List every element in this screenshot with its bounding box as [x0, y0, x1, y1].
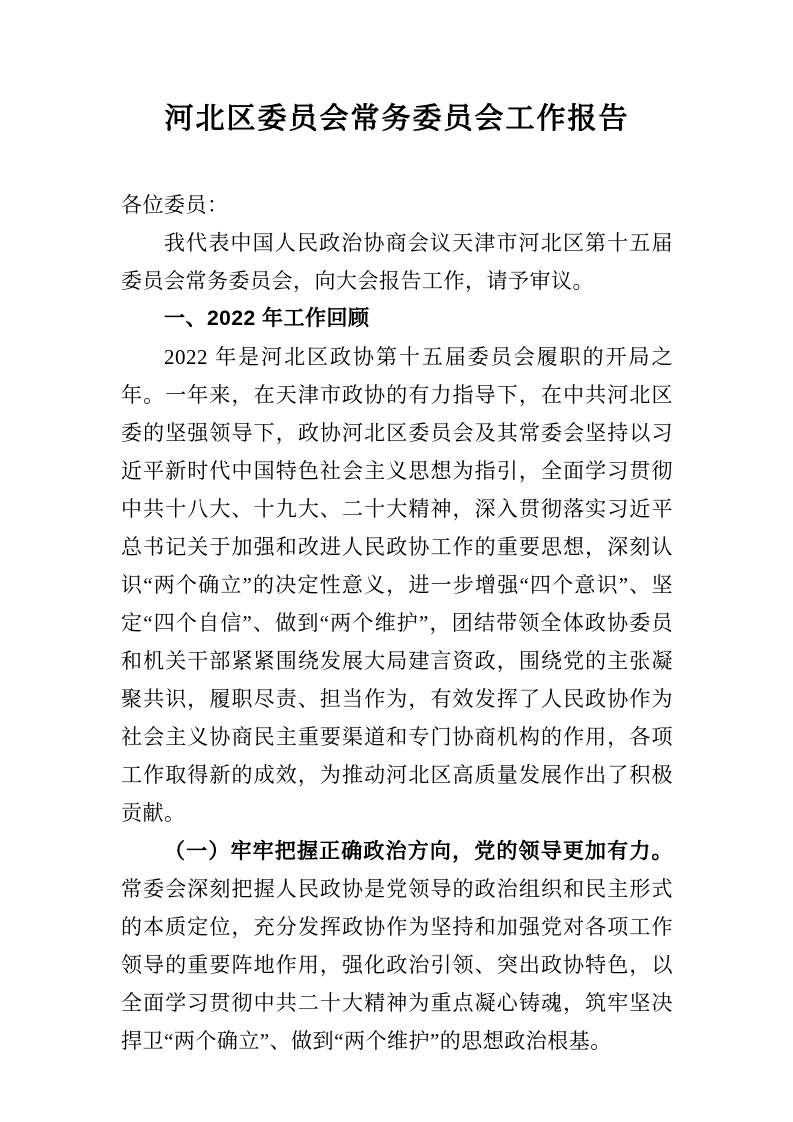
- paragraph-2022-overview: 2022 年是河北区政协第十五届委员会履职的开局之年。一年来，在天津市政协的有力指导下，在中共河北区委的坚强领导下，政协河北区委员会及其常委会坚持以习近平新时代中国特色社会主义思想为指引，全面学习贯彻中共十八大、十九大、二十大精神，深入贯彻落实习近平总书记关于加强和改进人民政协工作的重要思想，深刻认识“两个确立”的决定性意义，进一步增强“四个意识”、坚定“四个自信”、做到“两个维护”，团结带领全体政协委员和机关干部紧紧围绕发展大局建言资政，围绕党的主张凝聚共识，履职尽责、担当作为，有效发挥了人民政协作为社会主义协商民主重要渠道和专门协商机构的作用，各项工作取得新的成效，为推动河北区高质量发展作出了积极贡献。: [121, 345, 673, 825]
- paragraph-subsection-1: [121, 832, 673, 1060]
- subsection-1-lead: （一）牢牢把握正确政治方向，党的领导更加有力。: [164, 839, 673, 863]
- document-title: 河北区委员会常务委员会工作报告: [164, 103, 630, 135]
- section-heading-2022-review: 一、2022 年工作回顾: [164, 307, 370, 330]
- paragraph-intro: 我代表中国人民政治协商会议天津市河北区第十五届委员会常务委员会，向大会报告工作，请予审议。: [121, 231, 673, 293]
- salutation: 各位委员：: [121, 193, 229, 217]
- subsection-1-text: 常委会深刻把握人民政协是党领导的政治组织和民主形式的本质定位，充分发挥政协作为坚持和加强党对各项工作领导的重要阵地作用，强化政治引领、突出政协特色，以全面学习贯彻中共二十大精神为重点凝心铸魂，筑牢坚决捍卫“两个确立”、做到“两个维护”的思想政治根基。: [121, 877, 673, 1053]
